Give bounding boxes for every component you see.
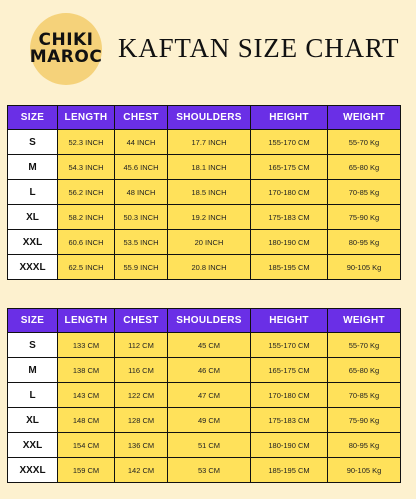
cell-height: 175-183 CM	[251, 408, 328, 433]
column-header-size: SIZE	[8, 106, 58, 130]
cell-shoulders: 51 CM	[168, 433, 251, 458]
table-row	[8, 155, 401, 180]
cell-size: S	[8, 333, 58, 358]
cell-shoulders: 18.5 INCH	[168, 180, 251, 205]
cell-weight: 55-70 Kg	[328, 130, 401, 155]
cell-size: XL	[8, 205, 58, 230]
cell-size: XL	[8, 408, 58, 433]
cell-shoulders: 46 CM	[168, 358, 251, 383]
cell-height: 175-183 CM	[251, 205, 328, 230]
cell-weight: 75-90 Kg	[328, 408, 401, 433]
column-header-height: HEIGHT	[251, 309, 328, 333]
table-row	[8, 458, 401, 483]
cell-weight: 65-80 Kg	[328, 358, 401, 383]
cell-shoulders: 20.8 INCH	[168, 255, 251, 280]
cell-weight: 80-95 Kg	[328, 230, 401, 255]
cell-length: 148 CM	[58, 408, 115, 433]
table-row	[8, 358, 401, 383]
cell-height: 165-175 CM	[251, 155, 328, 180]
cell-length: 133 CM	[58, 333, 115, 358]
cell-size: L	[8, 383, 58, 408]
cell-length: 52.3 INCH	[58, 130, 115, 155]
cell-height: 155-170 CM	[251, 130, 328, 155]
cell-chest: 44 INCH	[115, 130, 168, 155]
cell-height: 165-175 CM	[251, 358, 328, 383]
page-title: KAFTAN SIZE CHART	[118, 33, 400, 63]
cell-length: 62.5 INCH	[58, 255, 115, 280]
brand-logo-line-1: CHIKI	[38, 30, 94, 50]
cell-size: XXXL	[8, 458, 58, 483]
column-header-weight: WEIGHT	[328, 106, 401, 130]
cell-shoulders: 19.2 INCH	[168, 205, 251, 230]
cell-chest: 116 CM	[115, 358, 168, 383]
cell-size: L	[8, 180, 58, 205]
cell-length: 58.2 INCH	[58, 205, 115, 230]
cell-chest: 142 CM	[115, 458, 168, 483]
cell-size: XXXL	[8, 255, 58, 280]
table-row	[8, 408, 401, 433]
cell-length: 56.2 INCH	[58, 180, 115, 205]
cell-weight: 70-85 Kg	[328, 383, 401, 408]
cell-chest: 122 CM	[115, 383, 168, 408]
cell-shoulders: 20 INCH	[168, 230, 251, 255]
cell-height: 185-195 CM	[251, 458, 328, 483]
cell-chest: 48 INCH	[115, 180, 168, 205]
cell-weight: 70-85 Kg	[328, 180, 401, 205]
cell-chest: 45.6 INCH	[115, 155, 168, 180]
cell-height: 155-170 CM	[251, 333, 328, 358]
table-row	[8, 130, 401, 155]
cell-length: 54.3 INCH	[58, 155, 115, 180]
table-header-row	[8, 309, 401, 333]
cell-chest: 136 CM	[115, 433, 168, 458]
cell-height: 170-180 CM	[251, 383, 328, 408]
cell-chest: 55.9 INCH	[115, 255, 168, 280]
cell-shoulders: 47 CM	[168, 383, 251, 408]
cell-weight: 75-90 Kg	[328, 205, 401, 230]
cell-shoulders: 53 CM	[168, 458, 251, 483]
column-header-shoulders: SHOULDERS	[168, 309, 251, 333]
brand-logo	[30, 13, 102, 85]
cell-height: 185-195 CM	[251, 255, 328, 280]
cell-height: 170-180 CM	[251, 180, 328, 205]
cell-length: 138 CM	[58, 358, 115, 383]
header	[0, 0, 416, 98]
cell-length: 60.6 INCH	[58, 230, 115, 255]
column-header-height: HEIGHT	[251, 106, 328, 130]
table-row	[8, 433, 401, 458]
column-header-chest: CHEST	[115, 309, 168, 333]
cell-weight: 80-95 Kg	[328, 433, 401, 458]
table-header-row	[8, 106, 401, 130]
column-header-length: LENGTH	[58, 106, 115, 130]
table-row	[8, 383, 401, 408]
cell-shoulders: 45 CM	[168, 333, 251, 358]
cell-weight: 90-105 Kg	[328, 255, 401, 280]
cell-length: 143 CM	[58, 383, 115, 408]
cell-size: XXL	[8, 230, 58, 255]
size-table-inch	[7, 105, 401, 280]
cell-size: XXL	[8, 433, 58, 458]
cell-height: 180-190 CM	[251, 433, 328, 458]
cell-chest: 128 CM	[115, 408, 168, 433]
cell-shoulders: 18.1 INCH	[168, 155, 251, 180]
cell-size: S	[8, 130, 58, 155]
brand-logo-line-2: MAROC	[29, 47, 103, 67]
table-row	[8, 230, 401, 255]
cell-chest: 50.3 INCH	[115, 205, 168, 230]
cell-shoulders: 49 CM	[168, 408, 251, 433]
column-header-length: LENGTH	[58, 309, 115, 333]
table-row	[8, 255, 401, 280]
cell-size: M	[8, 358, 58, 383]
table-row	[8, 205, 401, 230]
cell-weight: 55-70 Kg	[328, 333, 401, 358]
cell-size: M	[8, 155, 58, 180]
column-header-shoulders: SHOULDERS	[168, 106, 251, 130]
cell-length: 154 CM	[58, 433, 115, 458]
table-row	[8, 333, 401, 358]
cell-shoulders: 17.7 INCH	[168, 130, 251, 155]
cell-height: 180-190 CM	[251, 230, 328, 255]
table-row	[8, 180, 401, 205]
cell-chest: 53.5 INCH	[115, 230, 168, 255]
cell-weight: 90-105 Kg	[328, 458, 401, 483]
size-table-cm	[7, 308, 401, 483]
column-header-chest: CHEST	[115, 106, 168, 130]
column-header-size: SIZE	[8, 309, 58, 333]
cell-length: 159 CM	[58, 458, 115, 483]
column-header-weight: WEIGHT	[328, 309, 401, 333]
cell-chest: 112 CM	[115, 333, 168, 358]
cell-weight: 65-80 Kg	[328, 155, 401, 180]
